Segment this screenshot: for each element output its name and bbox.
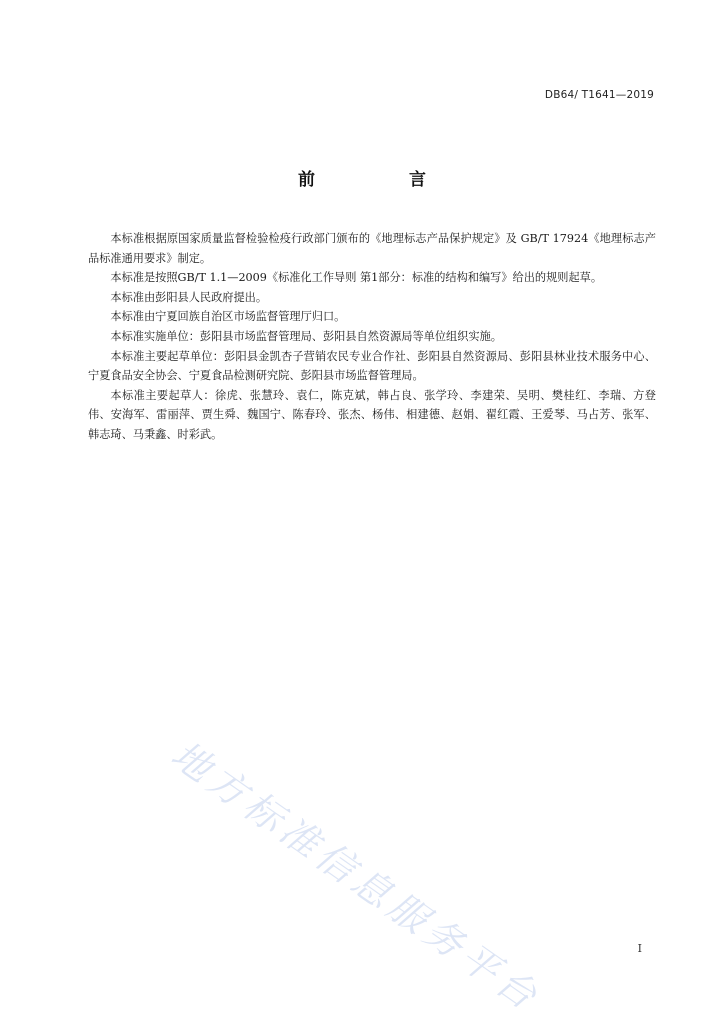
paragraph-drafters: 本标准主要起草人：徐虎、张慧玲、袁仁，陈克斌，韩占良、张学玲、李建荣、吴明、樊桂红、李瑞、方登伟、安海军、雷丽萍、贾生舜、魏国宁、陈春玲、张杰、杨伟、相建德、赵娟、翟红霞、王爱琴、马占芳、张军、韩志琦、马秉鑫、时彩武。 <box>88 388 656 441</box>
paragraph-drafting-rules: 本标准是按照GB/T 1.1—2009《标准化工作导则 第1部分：标准的结构和编写》给出的规则起草。 <box>110 271 603 285</box>
paragraph-proposer: 本标准由彭阳县人民政府提出。 <box>110 290 268 304</box>
paragraph-implementers: 本标准实施单位：彭阳县市场监督管理局、彭阳县自然资源局等单位组织实施。 <box>110 329 502 343</box>
paragraph-basis: 本标准根据原国家质量监督检验检疫行政部门颁布的《地理标志产品保护规定》及 GB/T 17924《地理标志产品标准通用要求》制定。 <box>88 232 656 265</box>
page-number: I <box>637 942 642 955</box>
page-title: 前 言 <box>298 170 470 190</box>
foreword-body <box>88 229 656 445</box>
paragraph-administrator: 本标准由宁夏回族自治区市场监督管理厅归口。 <box>110 310 346 324</box>
paragraph-drafting-units: 本标准主要起草单位：彭阳县金凯杏子营销农民专业合作社、彭阳县自然资源局、彭阳县林业技术服务中心、宁夏食品安全协会、宁夏食品检测研究院、彭阳县市场监督管理局。 <box>88 349 656 383</box>
document-code: DB64/ T1641—2019 <box>544 89 654 101</box>
watermark: 地方标准信息服务平台 <box>163 732 550 1021</box>
